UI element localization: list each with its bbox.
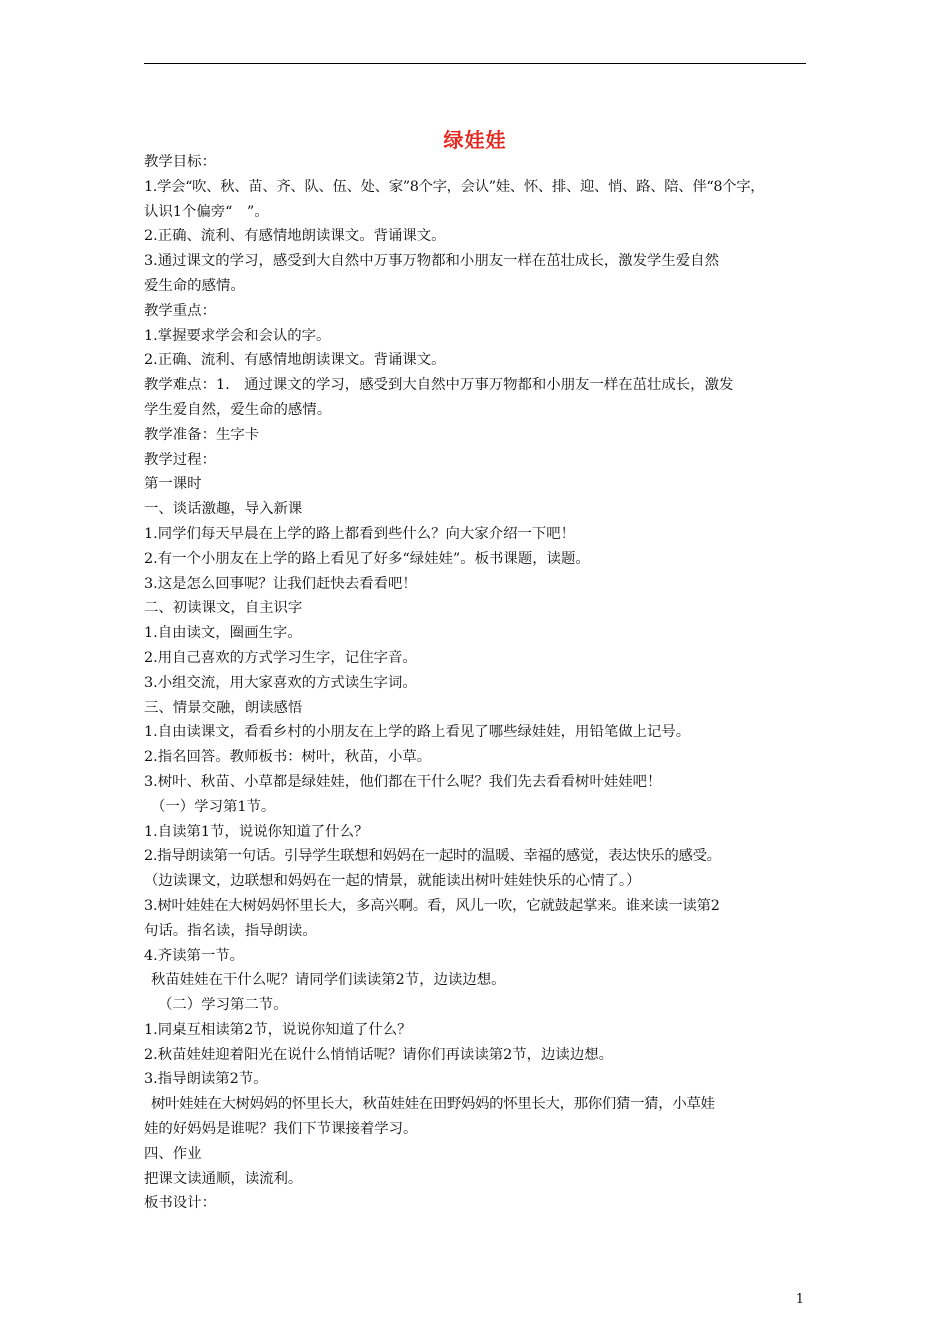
text-line: 把课文读通顺，读流利。 (144, 1170, 303, 1187)
text-line: 三、情景交融，朗读感悟 (144, 699, 303, 716)
text-line: 3.通过课文的学习，感受到大自然中万事万物都和小朋友一样在茁壮成长，激发学生爱自然 (144, 253, 719, 270)
text-line: （二）学习第二节。 (158, 997, 288, 1014)
text-line: 教学重点： (144, 302, 216, 319)
text-line: 第一课时 (144, 476, 202, 493)
document-body (144, 150, 810, 1216)
text-line: 四、作业 (144, 1145, 202, 1162)
text-line: 爱生命的感情。 (144, 277, 245, 294)
text-line: 1.自由读文，圈画生字。 (144, 625, 302, 642)
text-line: 2.秋苗娃娃迎着阳光在说什么悄悄话呢？请你们再读读第2节，边读边想。 (144, 1046, 613, 1063)
text-line: 教学难点：1. 通过课文的学习，感受到大自然中万事万物都和小朋友一样在茁壮成长，激发 (144, 377, 734, 394)
text-line: 3.指导朗读第2节。 (144, 1071, 268, 1088)
page-number: 1 (795, 1292, 804, 1307)
header-rule (144, 63, 806, 64)
text-line: 1.自读第1节，说说你知道了什么？ (144, 823, 369, 840)
text-line: 认识1个偏旁“ ”。 (144, 203, 269, 220)
text-line: 2.正确、流利、有感情地朗读课文。背诵课文。 (144, 228, 446, 245)
text-line: 板书设计： (144, 1195, 216, 1212)
text-line: 2.正确、流利、有感情地朗读课文。背诵课文。 (144, 352, 446, 369)
text-line: 3.这是怎么回事呢？让我们赶快去看看吧！ (144, 575, 417, 592)
text-line: 1.学会“吹、秋、苗、齐、队、伍、处、家”8个字，会认”娃、怀、排、迎、悄、路、陪、伴“8个字， (144, 178, 765, 195)
text-line: 树叶娃娃在大树妈妈的怀里长大，秋苗娃娃在田野妈妈的怀里长大，那你们猜一猜，小草娃 (151, 1096, 715, 1113)
text-line: 学生爱自然，爱生命的感情。 (144, 401, 332, 418)
text-line: 1.掌握要求学会和会认的字。 (144, 327, 331, 344)
text-line: 1.同学们每天早晨在上学的路上都看到些什么？向大家介绍一下吧！ (144, 525, 576, 542)
text-line: 娃的好妈妈是谁呢？我们下节课接着学习。 (144, 1121, 418, 1138)
text-line: 4.齐读第一节。 (144, 947, 245, 964)
text-line: （边读课文，边联想和妈妈在一起的情景，就能读出树叶娃娃快乐的心情了。） (144, 873, 641, 890)
text-line: 秋苗娃娃在干什么呢？请同学们读读第2节，边读边想。 (151, 972, 506, 989)
text-line: （一）学习第1节。 (151, 798, 276, 815)
text-line: 3.树叶娃娃在大树妈妈怀里长大，多高兴啊。看，风儿一吹，它就鼓起掌来。谁来读一读第2 (144, 897, 720, 914)
text-line: 2.用自己喜欢的方式学习生字，记住字音。 (144, 649, 417, 666)
text-line: 教学目标： (144, 154, 216, 170)
text-line: 1.自由读课文，看看乡村的小朋友在上学的路上看见了哪些绿娃娃，用铅笔做上记号。 (144, 724, 691, 741)
text-line: 教学过程： (144, 451, 216, 468)
text-line: 3.小组交流，用大家喜欢的方式读生字词。 (144, 674, 417, 691)
text-line: 3.树叶、秋苗、小草都是绿娃娃，他们都在干什么呢？我们先去看看树叶娃娃吧！ (144, 773, 662, 790)
text-line: 一、谈话激趣，导入新课 (144, 501, 303, 518)
text-line: 1.同桌互相读第2节，说说你知道了什么？ (144, 1021, 412, 1038)
text-line: 句话。指名读，指导朗读。 (144, 922, 317, 939)
text-line: 2.指名回答。教师板书：树叶，秋苗，小草。 (144, 749, 432, 766)
text-line: 教学准备：生字卡 (144, 426, 260, 443)
text-line: 2.有一个小朋友在上学的路上看见了好多“绿娃娃”。板书课题，读题。 (144, 550, 590, 567)
page-title: 绿娃娃 (443, 128, 507, 152)
text-line: 2.指导朗读第一句话。引导学生联想和妈妈在一起时的温暖、幸福的感觉，表达快乐的感受。 (144, 848, 721, 865)
text-line: 二、初读课文，自主识字 (144, 600, 303, 617)
